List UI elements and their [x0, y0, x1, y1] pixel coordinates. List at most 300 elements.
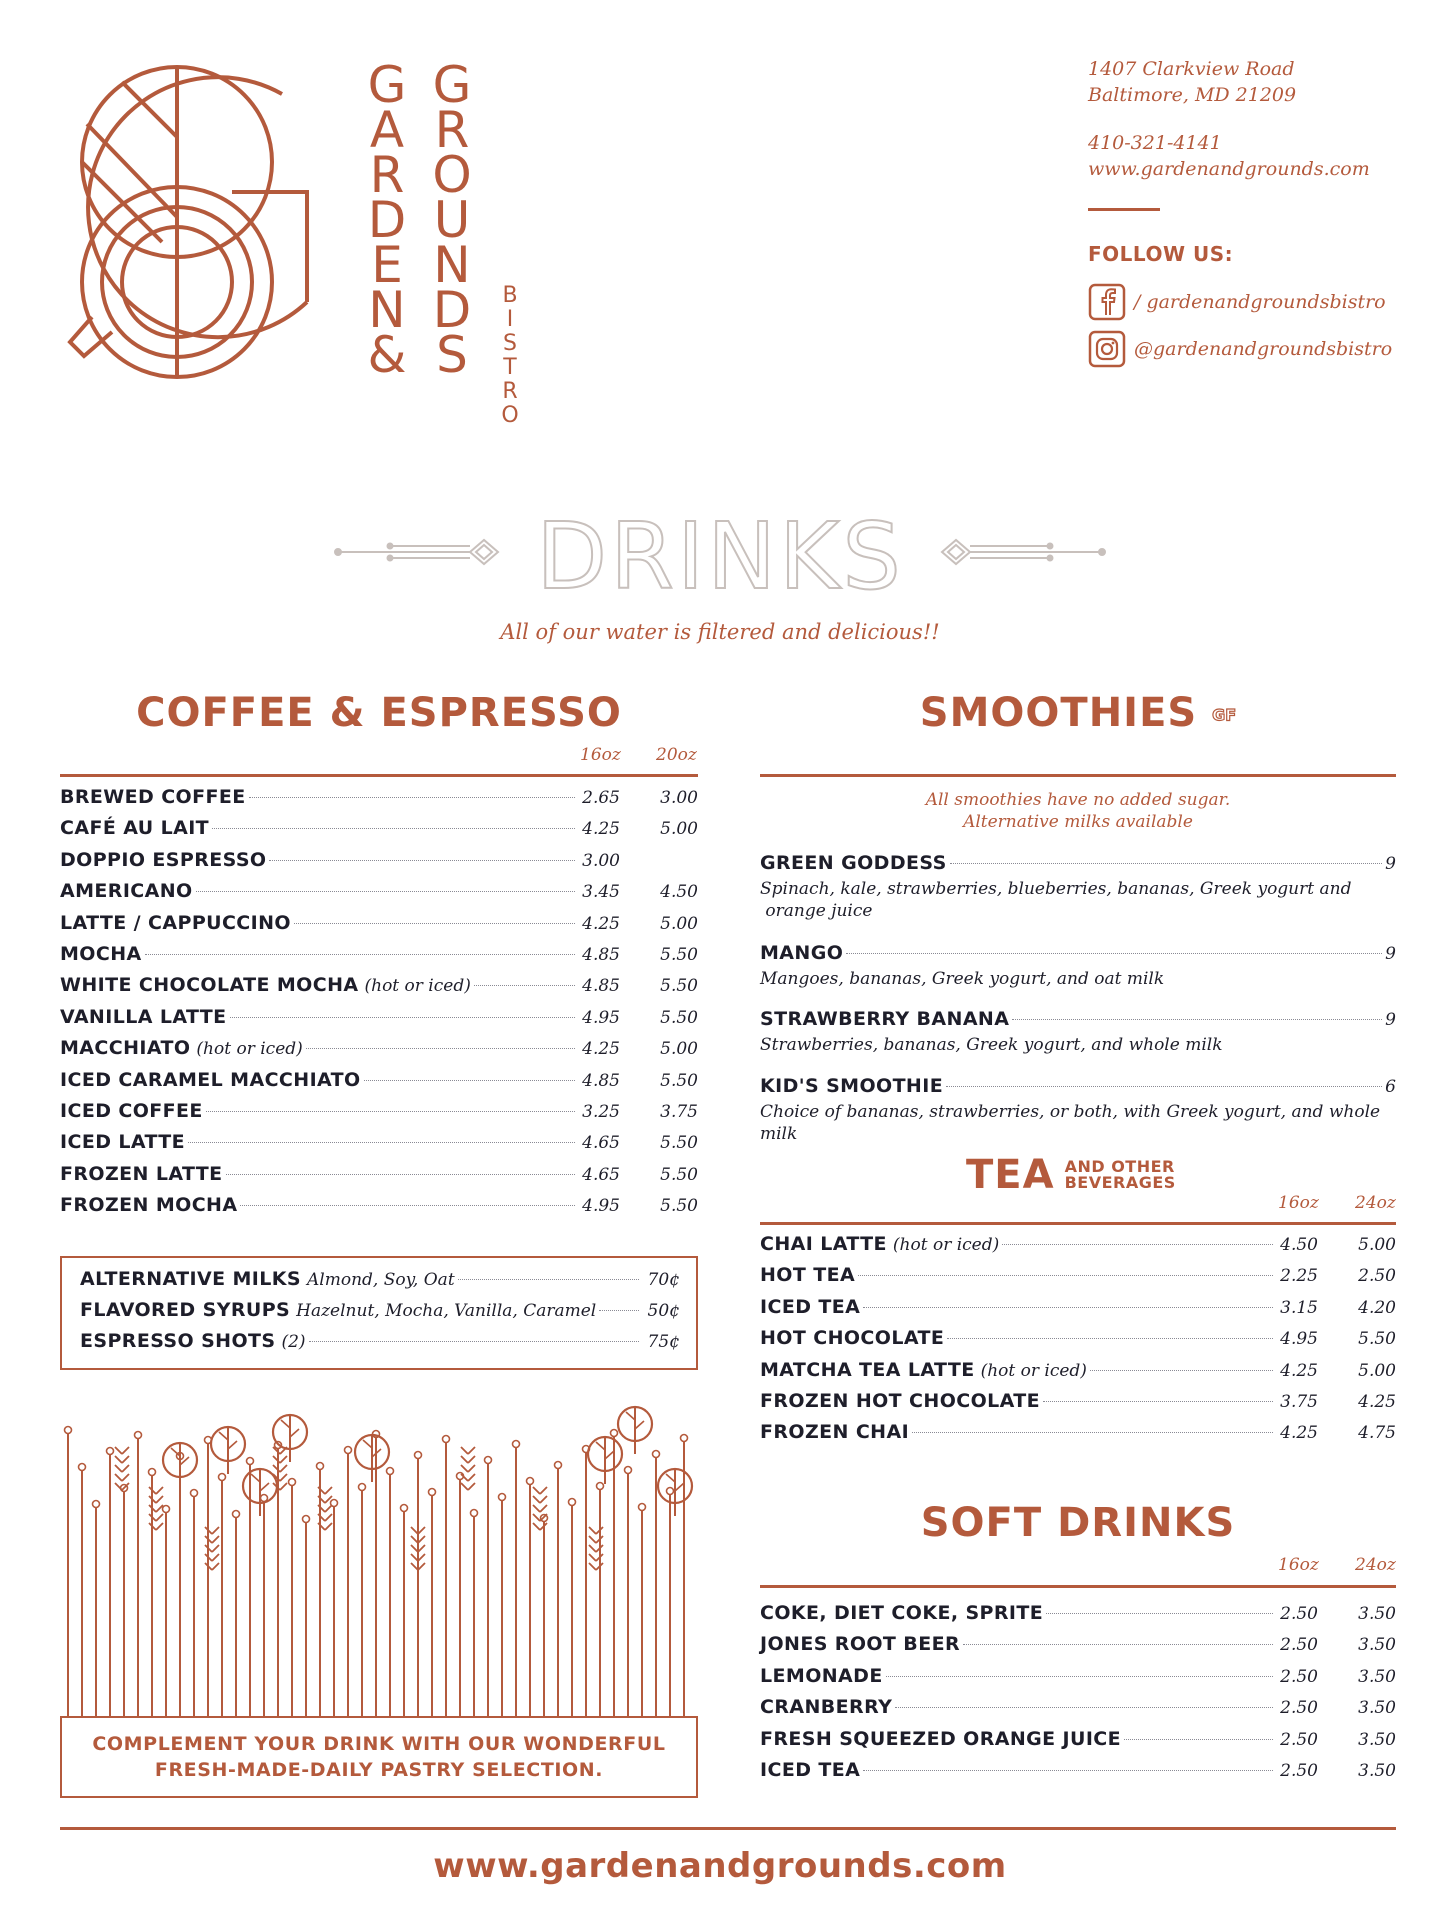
wheat-icon [533, 1496, 547, 1503]
dot-leader [309, 1341, 639, 1342]
wheat-icon [115, 1465, 129, 1472]
smoothies-divider [760, 774, 1396, 777]
instagram-icon [1088, 330, 1126, 368]
menu-item-row [760, 1759, 1396, 1790]
logo-letter: G [432, 56, 472, 114]
item-price-large: 3.75 [660, 1101, 698, 1122]
menu-item-row [60, 974, 698, 1005]
coffee-section-title: COFFEE & ESPRESSO [136, 690, 622, 736]
bud-icon [317, 1463, 324, 1470]
item-price-small: 4.95 [1280, 1329, 1318, 1350]
item-name: JONES ROOT BEER [760, 1633, 960, 1656]
item-price-small: 4.50 [1280, 1235, 1318, 1255]
item-price-small: 4.25 [582, 819, 620, 840]
extra-note: Almond, Soy, Oat [307, 1270, 455, 1290]
bud-icon [667, 1488, 674, 1495]
smoothie-price: 9 [1385, 854, 1396, 874]
item-price-large: 5.50 [660, 976, 698, 997]
item-price-small: 3.75 [1280, 1391, 1318, 1412]
dot-leader [269, 860, 575, 861]
item-name: WHITE CHOCOLATE MOCHA [60, 974, 359, 997]
page-subtitle: All of our water is filtered and delicious!! [500, 620, 940, 644]
menu-item-row [60, 943, 698, 974]
item-price-large: 5.00 [660, 1039, 698, 1060]
item-price-large: 3.50 [1358, 1729, 1396, 1750]
contact-block [1088, 56, 1418, 375]
logo-letter: A [369, 101, 405, 159]
dot-leader [895, 1707, 1273, 1708]
bud-icon [401, 1505, 408, 1512]
item-price-large: 5.00 [1358, 1360, 1396, 1381]
logo-wordmark [368, 56, 519, 428]
item-price-small: 2.65 [582, 788, 620, 808]
bud-icon [499, 1494, 506, 1501]
wheat-icon [461, 1465, 475, 1472]
menu-item-row [60, 849, 698, 880]
dot-leader [946, 1086, 1382, 1087]
logo-letter: B [502, 283, 518, 308]
extra-item-row [80, 1330, 680, 1361]
item-price-small: 2.50 [1280, 1729, 1318, 1750]
item-price-small: 4.95 [582, 1196, 620, 1217]
dot-leader [950, 863, 1382, 864]
item-price-large: 5.50 [660, 1164, 698, 1185]
smoothies-section-title [760, 690, 1396, 736]
item-price-small: 3.25 [582, 1101, 620, 1122]
gluten-free-badge: GF [1212, 705, 1237, 725]
item-name: LATTE / CAPPUCCINO [60, 911, 291, 934]
item-price-large: 3.50 [1358, 1698, 1396, 1719]
bud-icon [79, 1464, 86, 1471]
tea-subtitle-line-1: AND OTHER [1064, 1157, 1175, 1176]
item-price-small: 4.25 [1280, 1423, 1318, 1444]
menu-item-row [760, 1728, 1396, 1759]
item-price-large: 5.00 [660, 819, 698, 840]
tea-subtitle-line-2: BEVERAGES [1064, 1173, 1176, 1192]
dot-leader [886, 1676, 1273, 1677]
item-price-small: 3.00 [582, 850, 620, 871]
menu-item-row [60, 1069, 698, 1100]
bud-icon [93, 1501, 100, 1508]
item-price-small: 4.95 [582, 1007, 620, 1028]
dot-leader [863, 1770, 1273, 1771]
item-name: AMERICANO [60, 880, 193, 903]
bud-icon [611, 1430, 618, 1437]
bud-icon [527, 1478, 534, 1485]
menu-item-row [60, 1006, 698, 1037]
item-price-small: 2.50 [1280, 1698, 1318, 1719]
smoothie-item [760, 942, 1396, 990]
dot-leader [1046, 1613, 1273, 1614]
dot-leader [1002, 1244, 1273, 1245]
wheat-icon [115, 1447, 129, 1454]
item-name: FROZEN MOCHA [60, 1194, 238, 1217]
logo-letter: O [501, 403, 519, 428]
logo-letter: O [432, 146, 472, 204]
extra-name: ESPRESSO SHOTS [80, 1330, 276, 1352]
wheat-icon [533, 1505, 547, 1512]
dot-leader [458, 1279, 639, 1280]
instagram-link[interactable] [1088, 328, 1418, 370]
dot-leader [858, 1275, 1273, 1276]
item-price-large: 2.50 [1358, 1266, 1396, 1287]
item-name: FROZEN LATTE [60, 1162, 223, 1185]
dot-leader [230, 1017, 576, 1018]
dot-leader [306, 1048, 575, 1049]
logo-letter: & [367, 326, 407, 384]
bud-icon [513, 1441, 520, 1448]
extra-note: (2) [281, 1332, 306, 1352]
logo-letter: R [502, 379, 518, 404]
item-price-large: 5.50 [1358, 1329, 1396, 1350]
bud-icon [135, 1432, 142, 1439]
menu-item-row [760, 1264, 1396, 1295]
item-price-small: 2.50 [1280, 1760, 1318, 1781]
item-price-small: 2.50 [1280, 1666, 1318, 1687]
menu-item-row [760, 1665, 1396, 1696]
item-price-large: 4.75 [1358, 1423, 1396, 1444]
soft-size-24oz: 24oz [1355, 1555, 1396, 1575]
logo-letter: G [367, 56, 407, 114]
item-name: ICED COFFEE [60, 1099, 203, 1122]
menu-item-row [760, 1233, 1396, 1264]
dot-leader [145, 954, 575, 955]
item-name: CRANBERRY [760, 1696, 893, 1719]
logo-monogram-icon [70, 67, 307, 377]
smoothie-name-row [760, 852, 1396, 878]
item-price-small: 4.85 [582, 1070, 620, 1091]
item-price-small: 4.65 [582, 1164, 620, 1185]
dot-leader [249, 797, 575, 798]
bud-icon [639, 1504, 646, 1511]
logo-letter: R [434, 101, 470, 159]
menu-item-row [760, 1602, 1396, 1633]
bud-icon [345, 1447, 352, 1454]
item-price-large: 5.50 [660, 1133, 698, 1154]
bud-icon [261, 1495, 268, 1502]
item-note: (hot or iced) [980, 1360, 1087, 1381]
wheat-icon [461, 1447, 475, 1454]
smoothies-title-text: SMOOTHIES [919, 690, 1198, 736]
item-price-large: 5.50 [660, 1196, 698, 1217]
bud-icon [415, 1452, 422, 1459]
smoothie-description: Mangoes, bananas, Greek yogurt, and oat milk [760, 969, 1165, 989]
item-price-large: 5.50 [660, 1070, 698, 1091]
item-name: CHAI LATTE [760, 1233, 887, 1255]
logo-letter: S [503, 331, 517, 356]
item-name: HOT CHOCOLATE [760, 1327, 945, 1350]
logo-letter: E [371, 236, 403, 294]
tea-menu-list [760, 1233, 1396, 1453]
menu-item-row [760, 1390, 1396, 1421]
extra-item-row [80, 1268, 680, 1299]
facebook-icon [1088, 283, 1126, 321]
left-ornament-icon [335, 540, 498, 564]
bud-icon [625, 1467, 632, 1474]
smoothie-name: MANGO [760, 942, 844, 964]
item-note: (hot or iced) [196, 1039, 303, 1060]
menu-item-row [60, 786, 698, 817]
dot-leader [364, 1080, 575, 1081]
item-price-small: 3.15 [1280, 1297, 1318, 1318]
wheat-icon [273, 1465, 287, 1472]
pastry-line-1: COMPLEMENT YOUR DRINK WITH OUR WONDERFUL [92, 1733, 666, 1755]
extra-price: 75¢ [647, 1332, 680, 1352]
tea-title-text: TEA [966, 1152, 1055, 1198]
item-name: DOPPIO ESPRESSO [60, 848, 267, 871]
smoothie-name-row [760, 1075, 1396, 1101]
wheat-icon [273, 1483, 287, 1490]
item-price-large: 5.00 [660, 913, 698, 934]
follow-label: FOLLOW US: [1088, 242, 1234, 266]
bud-icon [163, 1506, 170, 1513]
item-note: (hot or iced) [892, 1235, 1000, 1255]
bud-icon [569, 1499, 576, 1506]
address-line-1: 1407 Clarkview Road [1088, 58, 1295, 80]
menu-item-row [760, 1359, 1396, 1390]
item-name: ICED TEA [760, 1758, 861, 1781]
menu-item-row [60, 1131, 698, 1162]
item-price-large: 3.50 [1358, 1760, 1396, 1781]
item-name: CAFÉ AU LAIT [60, 817, 210, 840]
menu-item-row [60, 1037, 698, 1068]
smoothie-item [760, 1075, 1396, 1145]
extra-item-row [80, 1299, 680, 1330]
extra-name: ALTERNATIVE MILKS [80, 1268, 301, 1290]
item-price-large: 3.50 [1358, 1666, 1396, 1687]
item-price-large: 3.00 [660, 788, 698, 808]
website-link[interactable]: www.gardenandgrounds.com [1088, 158, 1370, 180]
item-note: (hot or iced) [364, 976, 471, 997]
menu-item-row [60, 880, 698, 911]
pastry-callout [60, 1716, 698, 1798]
tea-section-title [966, 1152, 1176, 1198]
menu-item-row [760, 1696, 1396, 1727]
address-line-2: Baltimore, MD 21209 [1088, 84, 1297, 106]
menu-item-row [760, 1296, 1396, 1327]
smoothie-description: Choice of bananas, strawberries, or both, with Greek yogurt, and whole milk [760, 1102, 1381, 1144]
smoothie-name: GREEN GODDESS [760, 852, 947, 874]
menu-item-row [60, 912, 698, 943]
item-price-small: 4.25 [582, 1039, 620, 1060]
tea-divider [760, 1222, 1396, 1225]
footer-website-link[interactable]: www.gardenandgrounds.com [433, 1846, 1007, 1886]
logo-letter: U [433, 191, 471, 249]
bud-icon [359, 1484, 366, 1491]
soft-drinks-section-title: SOFT DRINKS [920, 1500, 1236, 1546]
item-name: COKE, DIET COKE, SPRITE [760, 1602, 1044, 1624]
item-price-small: 2.25 [1280, 1266, 1318, 1287]
wheat-icon [461, 1483, 475, 1490]
tea-size-16oz: 16oz [1278, 1193, 1319, 1213]
smoothie-item [760, 1008, 1396, 1056]
bud-icon [107, 1448, 114, 1455]
bud-icon [191, 1490, 198, 1497]
smoothie-name-row [760, 1008, 1396, 1034]
menu-item-row [60, 1100, 698, 1131]
dot-leader [474, 985, 575, 986]
bud-icon [233, 1511, 240, 1518]
smoothies-note [760, 789, 1396, 833]
menu-item-row [760, 1421, 1396, 1452]
instagram-handle: @gardenandgroundsbistro [1134, 338, 1393, 360]
logo-letter: R [369, 146, 405, 204]
smoothie-description-cont: orange juice [760, 901, 873, 921]
item-price-small: 4.85 [582, 944, 620, 965]
bud-icon [247, 1458, 254, 1465]
coffee-menu-list [60, 786, 698, 1225]
logo-letter: D [367, 191, 407, 249]
item-price-large: 4.50 [660, 882, 698, 903]
dot-leader [947, 1338, 1273, 1339]
garden-illustration [60, 1394, 700, 1716]
coffee-size-20oz: 20oz [656, 745, 697, 765]
smoothies-note-line-1: All smoothies have no added sugar. [925, 790, 1231, 810]
item-name: MATCHA TEA LATTE [760, 1358, 975, 1381]
dot-leader [863, 1307, 1273, 1308]
bud-icon [219, 1474, 226, 1481]
item-price-small: 4.85 [582, 976, 620, 997]
tea-size-24oz: 24oz [1355, 1193, 1396, 1213]
item-name: MOCHA [60, 942, 142, 965]
dot-leader [1043, 1401, 1273, 1402]
bud-icon [303, 1516, 310, 1523]
smoothie-price: 9 [1385, 1010, 1396, 1030]
item-name: VANILLA LATTE [60, 1005, 227, 1028]
dot-leader [206, 1111, 575, 1112]
item-price-small: 2.50 [1280, 1635, 1318, 1656]
dot-leader [226, 1174, 575, 1175]
item-price-large: 5.00 [1358, 1235, 1396, 1255]
menu-item-row [760, 1327, 1396, 1358]
item-name: FROZEN HOT CHOCOLATE [760, 1389, 1041, 1412]
item-price-large: 5.50 [660, 944, 698, 965]
dot-leader [294, 923, 575, 924]
wheat-icon [115, 1456, 129, 1463]
dot-leader [212, 828, 575, 829]
wheat-icon [273, 1456, 287, 1463]
smoothie-description: Strawberries, bananas, Greek yogurt, and whole milk [760, 1035, 1223, 1055]
item-name: ICED CARAMEL MACCHIATO [60, 1068, 361, 1091]
bud-icon [597, 1483, 604, 1490]
item-name: FRESH SQUEEZED ORANGE JUICE [760, 1727, 1122, 1750]
logo-letter: N [368, 281, 406, 339]
smoothie-name: STRAWBERRY BANANA [760, 1008, 1010, 1030]
item-price-small: 2.50 [1280, 1604, 1318, 1624]
bud-icon [149, 1469, 156, 1476]
facebook-handle: / gardenandgroundsbistro [1134, 291, 1386, 313]
item-price-large: 4.25 [1358, 1391, 1396, 1412]
page-title: DRINKS [536, 503, 904, 610]
bud-icon [65, 1427, 72, 1434]
bud-icon [471, 1510, 478, 1517]
wheat-icon [461, 1456, 475, 1463]
menu-item-row [60, 817, 698, 848]
bud-icon [387, 1468, 394, 1475]
drinks-title-banner [0, 500, 1440, 610]
item-price-small: 4.25 [1280, 1360, 1318, 1381]
bud-icon [443, 1436, 450, 1443]
smoothie-description: Spinach, kale, strawberries, blueberries, bananas, Greek yogurt and [760, 879, 1352, 899]
bud-icon [555, 1462, 562, 1469]
wheat-icon [533, 1487, 547, 1494]
dot-leader [1124, 1739, 1273, 1740]
smoothie-item [760, 852, 1396, 922]
dot-leader [196, 891, 575, 892]
logo-letter: N [433, 236, 471, 294]
dot-leader [912, 1432, 1273, 1433]
logo-letter: S [436, 326, 468, 384]
smoothies-note-line-2: Alternative milks available [963, 812, 1193, 832]
logo-letter: T [503, 355, 517, 380]
item-price-large: 4.20 [1358, 1297, 1396, 1318]
footer-divider [60, 1827, 1396, 1830]
phone-number[interactable]: 410-321-4141 [1088, 132, 1222, 154]
logo-letter: D [432, 281, 472, 339]
bud-icon [653, 1451, 660, 1458]
contact-divider [1088, 208, 1160, 211]
menu-item-row [60, 1163, 698, 1194]
soft-size-16oz: 16oz [1278, 1555, 1319, 1575]
smoothie-price: 9 [1385, 944, 1396, 964]
extra-price: 50¢ [647, 1301, 680, 1321]
pastry-line-2: FRESH-MADE-DAILY PASTRY SELECTION. [154, 1759, 604, 1781]
item-name: MACCHIATO [60, 1037, 191, 1060]
dot-leader [240, 1205, 575, 1206]
item-price-small: 4.65 [582, 1133, 620, 1154]
item-price-small: 3.45 [582, 882, 620, 903]
facebook-link[interactable] [1088, 281, 1418, 323]
extras-box [60, 1256, 698, 1370]
right-ornament-icon [942, 540, 1105, 564]
menu-item-row [760, 1633, 1396, 1664]
item-price-small: 4.25 [582, 913, 620, 934]
coffee-divider [60, 774, 698, 777]
bud-icon [429, 1489, 436, 1496]
bistro-logo [52, 52, 572, 452]
smoothie-name: KID'S SMOOTHIE [760, 1075, 944, 1097]
coffee-size-16oz: 16oz [580, 745, 621, 765]
dot-leader [1090, 1370, 1273, 1371]
extra-note: Hazelnut, Mocha, Vanilla, Caramel [296, 1301, 597, 1321]
item-price-large: 5.50 [660, 1007, 698, 1028]
item-name: LEMONADE [760, 1664, 883, 1687]
soft-drinks-menu-list [760, 1602, 1396, 1790]
item-name: ICED TEA [760, 1295, 861, 1318]
wheat-icon [115, 1474, 129, 1481]
item-price-large: 3.50 [1358, 1635, 1396, 1656]
menu-item-row [60, 1194, 698, 1225]
item-name: BREWED COFFEE [60, 786, 246, 808]
bud-icon [681, 1435, 688, 1442]
bud-icon [485, 1457, 492, 1464]
dot-leader [599, 1310, 639, 1311]
extra-name: FLAVORED SYRUPS [80, 1299, 291, 1321]
extra-price: 70¢ [647, 1270, 680, 1290]
smoothie-price: 6 [1385, 1077, 1396, 1097]
dot-leader [1012, 1019, 1382, 1020]
item-name: HOT TEA [760, 1264, 856, 1287]
dot-leader [188, 1142, 575, 1143]
bud-icon [289, 1479, 296, 1486]
dot-leader [963, 1644, 1273, 1645]
item-price-large: 3.50 [1358, 1604, 1396, 1624]
logo-letter: I [506, 307, 514, 332]
item-name: ICED LATTE [60, 1131, 186, 1154]
tea-title-subtitle [1065, 1159, 1176, 1191]
smoothie-name-row [760, 942, 1396, 968]
soft-drinks-divider [760, 1585, 1396, 1588]
